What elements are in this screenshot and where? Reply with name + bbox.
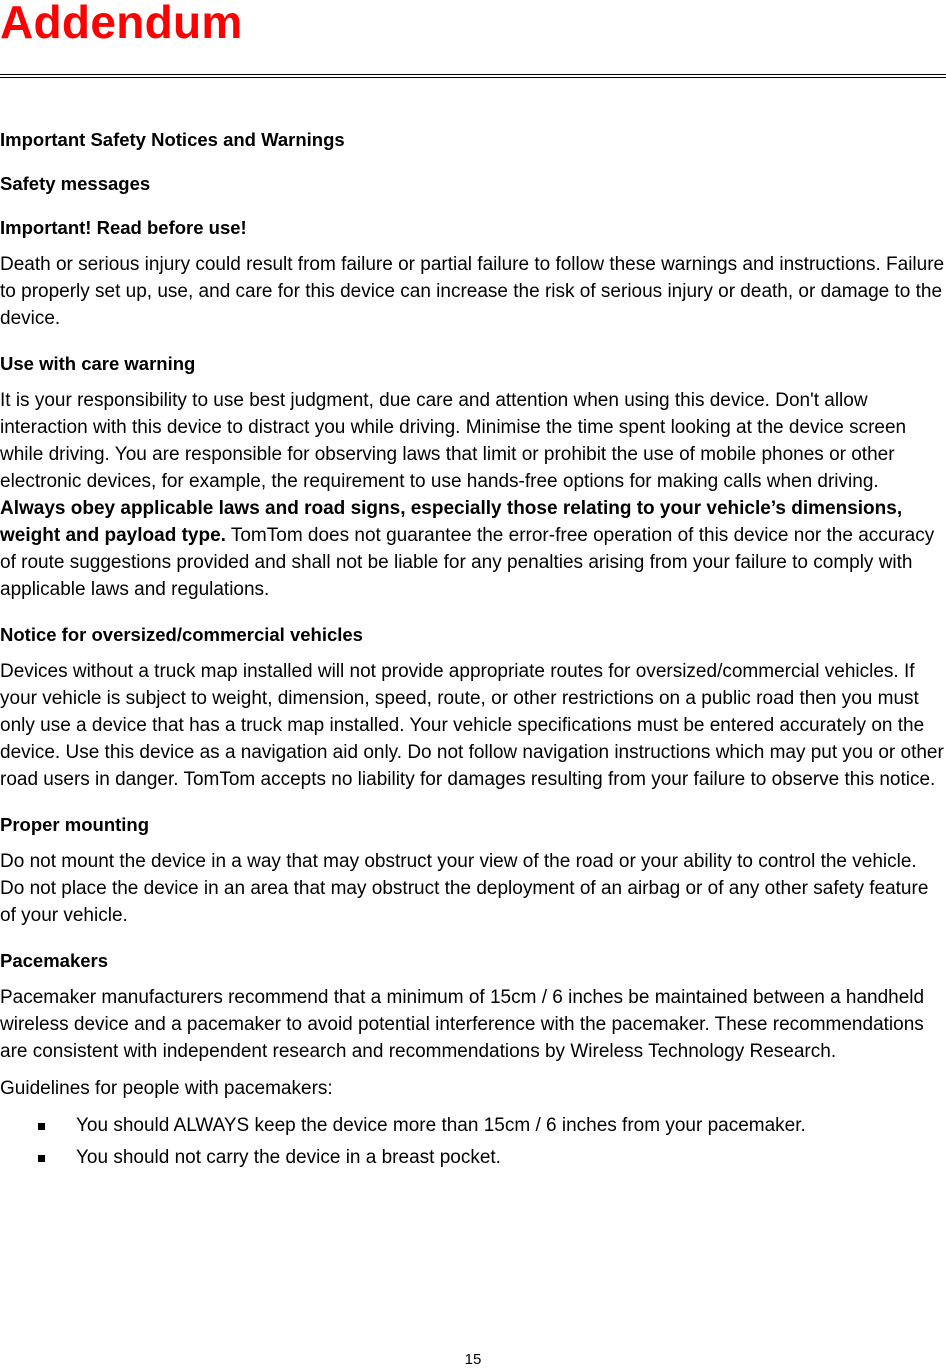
page-title: Addendum (0, 0, 243, 48)
pacemakers-guidelines-list (0, 1112, 946, 1171)
page-number: 15 (464, 1351, 482, 1368)
oversized-body: Devices without a truck map installed will not provide appropriate routes for oversized/commercial vehicles. If your vehicle is subject to weight, dimension, speed, route, or other restrictions on a public road then you must only use a device that has a truck map installed. Your vehicle specifications must be entered accurately on the device. Use this device as a navigation aid only. Do not follow navigation instructions which may put you or other road users in danger. TomTom accepts no liability for damages resulting from your failure to observe this notice. (0, 661, 944, 790)
use-with-care-body-start: It is your responsibility to use best judgment, due care and attention when using this device. Don't allow interaction with this device to distract you while driving. Minimise the time spent looking at the device screen while driving. You are responsible for observing laws that limit or prohibit the use of mobile phones or other electronic devices, for example, the requirement to use hands-free options for making calls when driving. (0, 390, 907, 492)
square-bullet-icon (38, 1123, 45, 1130)
oversized-heading: Notice for oversized/commercial vehicles (0, 624, 363, 645)
pacemakers-guidelines-intro: Guidelines for people with pacemakers: (0, 1078, 333, 1099)
use-with-care-body-bold: Always obey applicable laws and road signs, especially those relating to your vehicle’s dimensions, weight and payload type. (0, 498, 903, 546)
square-bullet-icon (38, 1155, 45, 1162)
safety-messages-heading: Safety messages (0, 173, 151, 194)
mounting-body: Do not mount the device in a way that may obstruct your view of the road or your ability to control the vehicle. Do not place the device in an area that may obstruct the deployment of an airbag or of any other safety feature of your vehicle. (0, 851, 929, 926)
use-with-care-body-end: TomTom does not guarantee the error-free operation of this device nor the accuracy of route suggestions provided and shall not be liable for any penalties arising from your failure to comply with applicable laws and regulations. (0, 525, 935, 600)
use-with-care-body (0, 387, 946, 603)
mounting-heading: Proper mounting (0, 814, 150, 835)
list-item (0, 1112, 946, 1139)
pacemakers-body: Pacemaker manufacturers recommend that a minimum of 15cm / 6 inches be maintained between a handheld wireless device and a pacemaker to avoid potential interference with the pacemaker. These recommendations are consistent with independent research and recommendations by Wireless Technology Research. (0, 987, 925, 1062)
list-item-text: You should ALWAYS keep the device more than 15cm / 6 inches from your pacemaker. (76, 1115, 806, 1136)
important-body: Death or serious injury could result from failure or partial failure to follow these warnings and instructions. Failure to properly set up, use, and care for this device can increase the risk of serious injury or death, or damage to the device. (0, 254, 945, 329)
important-heading: Important! Read before use! (0, 217, 247, 238)
use-with-care-heading: Use with care warning (0, 353, 196, 374)
main-heading: Important Safety Notices and Warnings (0, 129, 345, 150)
page-content (0, 126, 946, 1176)
list-item-text: You should not carry the device in a breast pocket. (76, 1147, 501, 1168)
title-divider (0, 74, 946, 78)
list-item (0, 1144, 946, 1171)
pacemakers-heading: Pacemakers (0, 950, 109, 971)
